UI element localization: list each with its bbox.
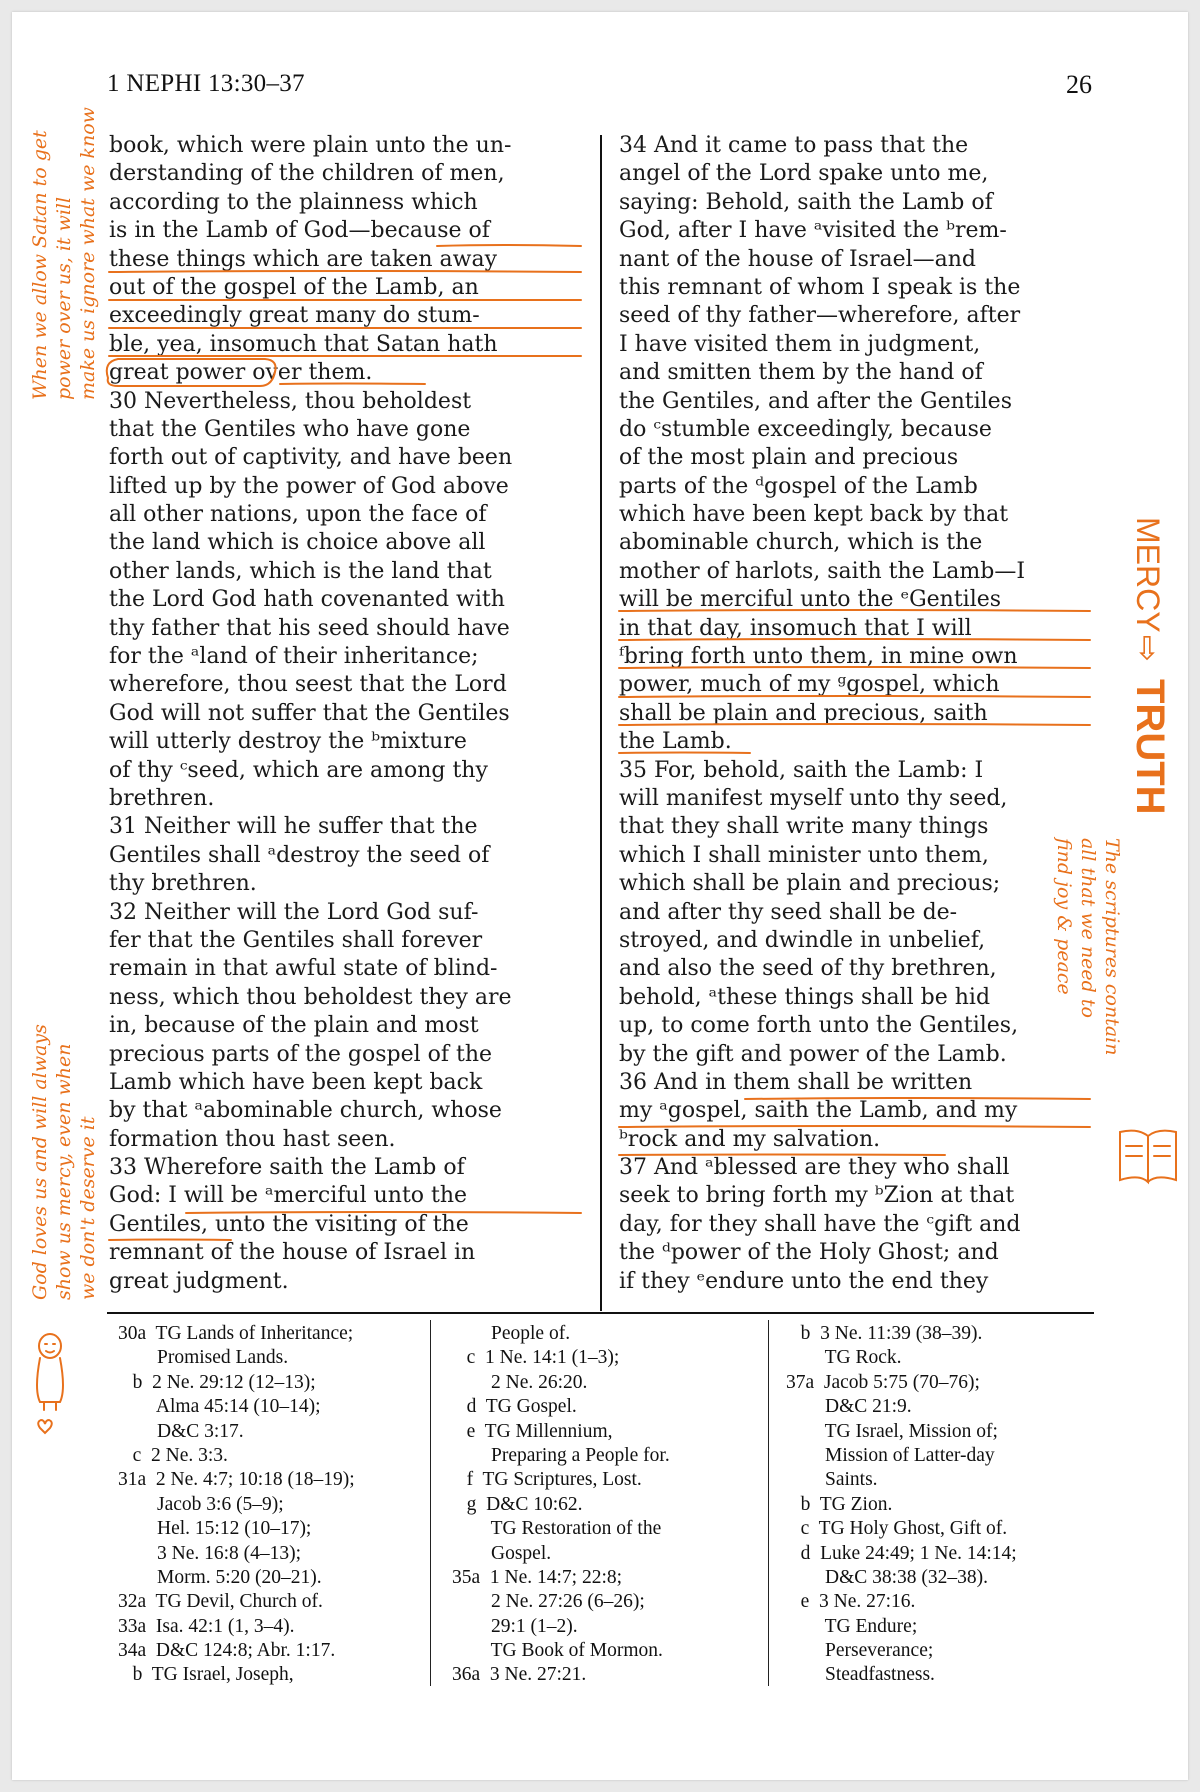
verse-text-line: of the most plain and precious	[619, 445, 959, 471]
verse-text-line: I have visited them in judgment,	[619, 331, 981, 357]
footnote-line: Morm. 5:20 (20–21).	[118, 1566, 322, 1588]
verse-text-line: lifted up by the power of God above	[109, 473, 509, 499]
footnote-line: 29:1 (1–2).	[452, 1615, 578, 1637]
footnote-line: 32a TG Devil, Church of.	[118, 1591, 323, 1613]
verse-text-line: this remnant of whom I speak is the	[619, 274, 1021, 300]
verse-text-line: Lamb which have been kept back	[109, 1069, 483, 1095]
verse-text-line: exceedingly great many do stum-	[109, 303, 480, 329]
verse-text-line: ᶠbring forth unto them, in mine own	[619, 644, 1018, 670]
verse-text-line: 33 Wherefore saith the Lamb of	[109, 1155, 465, 1181]
verse-text-line: book, which were plain unto the un-	[109, 133, 512, 158]
right-text-column	[619, 132, 1091, 1296]
footnote-column-divider	[430, 1320, 431, 1686]
verse-text-line: formation thou hast seen.	[109, 1126, 396, 1152]
verse-text-line: abominable church, which is the	[619, 530, 983, 556]
footnote-line: TG Restoration of the	[452, 1518, 662, 1540]
footnote-line: b TG Zion.	[786, 1493, 893, 1515]
verse-text-line: do ᶜstumble exceedingly, because	[619, 416, 992, 442]
footnote-line: 35a 1 Ne. 14:7; 22:8;	[452, 1566, 623, 1588]
verse-text-line: precious parts of the gospel of the	[109, 1041, 493, 1067]
verse-text-line: which shall be plain and precious;	[619, 871, 1001, 897]
verse-text-line: my ᵃgospel, saith the Lamb, and my	[619, 1098, 1018, 1124]
verse-text-line: the ᵈpower of the Holy Ghost; and	[619, 1240, 999, 1266]
footnote-line: Jacob 3:6 (5–9);	[118, 1493, 284, 1515]
footnote-line: Mission of Latter-day	[786, 1444, 995, 1466]
footnote-line: Promised Lands.	[118, 1347, 289, 1369]
footnote-line: TG Israel, Mission of;	[786, 1420, 998, 1442]
verse-text-line: 37 And ᵃblessed are they who shall	[619, 1155, 1010, 1181]
footnote-line: 2 Ne. 26:20.	[452, 1371, 588, 1393]
verse-text-line: out of the gospel of the Lamb, an	[109, 274, 479, 300]
footnote-line: Gospel.	[452, 1542, 552, 1564]
verse-text-line: if they ᵉendure unto the end they	[619, 1268, 989, 1294]
verse-text-line: angel of the Lord spake unto me,	[619, 161, 989, 187]
verse-text-line: is in the Lamb of God—because of	[109, 218, 490, 244]
verse-text-line: parts of the ᵈgospel of the Lamb	[619, 473, 978, 499]
verse-text-line: forth out of captivity, and have been	[109, 445, 513, 471]
margin-note-line: find joy & peace	[1053, 838, 1075, 995]
verse-text-line: the land which is choice above all	[109, 530, 486, 556]
margin-note-line: all that we need to	[1077, 838, 1099, 1018]
verse-text-line: 31 Neither will he suffer that the	[109, 814, 478, 840]
footnote-line: c TG Holy Ghost, Gift of.	[786, 1518, 1008, 1540]
footnote-line: 3 Ne. 16:8 (4–13);	[118, 1542, 302, 1564]
verse-text-line: thy father that his seed should have	[109, 615, 510, 641]
footnote-divider	[107, 1312, 1094, 1314]
footnote-line: Perseverance;	[786, 1640, 934, 1662]
footnotes-column-1	[118, 1322, 355, 1688]
verse-text-line: seek to bring forth my ᵇZion at that	[619, 1183, 1015, 1209]
verse-text-line: shall be plain and precious, saith	[619, 700, 988, 726]
footnote-line: Preparing a People for.	[452, 1444, 670, 1466]
verse-text-line: that the Gentiles who have gone	[109, 416, 471, 442]
margin-note-line: we don't deserve it	[77, 1116, 99, 1300]
verse-text-line: ᵇrock and my salvation.	[619, 1126, 881, 1152]
footnote-line: g D&C 10:62.	[452, 1493, 583, 1515]
margin-note-line: God loves us and will always	[29, 1024, 51, 1300]
footnote-line: 30a TG Lands of Inheritance;	[118, 1323, 354, 1344]
verse-text-line: by the gift and power of the Lamb.	[619, 1041, 1007, 1067]
footnote-line: b TG Israel, Joseph,	[118, 1664, 294, 1686]
footnote-line: Hel. 15:12 (10–17);	[118, 1518, 312, 1540]
footnote-column-divider	[768, 1320, 769, 1686]
verse-text-line: great power over them.	[109, 360, 373, 386]
margin-note-line: make us ignore what we know	[77, 107, 99, 400]
footnote-line: 31a 2 Ne. 4:7; 10:18 (18–19);	[118, 1469, 355, 1491]
footnote-line: e 3 Ne. 27:16.	[786, 1591, 916, 1613]
verse-text-line: God, after I have ᵃvisited the ᵇrem-	[619, 218, 1007, 244]
verse-text-line: will be merciful unto the ᵉGentiles	[619, 587, 1002, 613]
footnote-line: d Luke 24:49; 1 Ne. 14:14;	[786, 1542, 1017, 1564]
verse-text-line: and smitten them by the hand of	[619, 360, 983, 386]
verse-text-line: other lands, which is the land that	[109, 558, 492, 584]
footnotes-column-2	[452, 1322, 670, 1688]
verse-text-line: 30 Nevertheless, thou beholdest	[109, 388, 472, 414]
footnote-line: D&C 21:9.	[786, 1396, 912, 1418]
verse-text-line: thy brethren.	[109, 871, 257, 897]
footnote-line: People of.	[452, 1323, 571, 1344]
verse-text-line: in that day, insomuch that I will	[619, 615, 972, 641]
footnote-line: 37a Jacob 5:75 (70–76);	[786, 1371, 980, 1393]
verse-text-line: will manifest myself unto thy seed,	[619, 785, 1008, 811]
verse-text-line: Gentiles shall ᵃdestroy the seed of	[109, 842, 490, 868]
verse-text-line: behold, ᵃthese things shall be hid	[619, 984, 991, 1010]
verse-text-line: day, for they shall have the ᶜgift and	[619, 1211, 1021, 1237]
footnote-line: c 2 Ne. 3:3.	[118, 1444, 228, 1466]
margin-note-line: power over us, it will	[53, 196, 75, 400]
footnote-line: b 3 Ne. 11:39 (38–39).	[786, 1323, 983, 1344]
verse-text-line: Gentiles, unto the visiting of the	[109, 1211, 469, 1237]
left-text-column	[109, 132, 579, 1296]
footnote-line: D&C 3:17.	[118, 1420, 244, 1442]
verse-text-line: the Gentiles, and after the Gentiles	[619, 388, 1012, 414]
margin-note-line: When we allow Satan to get	[29, 130, 51, 400]
verse-text-line: 32 Neither will the Lord God suf-	[109, 899, 479, 925]
verse-text-line: ness, which thou beholdest they are	[109, 984, 512, 1010]
verse-text-line: derstanding of the children of men,	[109, 161, 505, 187]
verse-text-line: 34 And it came to pass that the	[619, 133, 969, 158]
verse-text-line: 36 And in them shall be written	[619, 1069, 973, 1095]
verse-text-line: great judgment.	[109, 1268, 289, 1294]
footnote-line: e TG Millennium,	[452, 1420, 613, 1442]
footnote-line: Saints.	[786, 1469, 878, 1491]
page-number: 26	[1066, 70, 1092, 99]
verse-text-line: power, much of my ᵍgospel, which	[619, 672, 1000, 698]
margin-note-line: show us mercy, even when	[53, 1043, 75, 1300]
margin-note-line: The scriptures contain	[1101, 838, 1123, 1056]
verse-text-line: and also the seed of thy brethren,	[619, 956, 997, 982]
verse-text-line: the Lord God hath covenanted with	[109, 587, 505, 613]
verse-text-line: the Lamb.	[619, 729, 732, 755]
verse-text-line: in, because of the plain and most	[109, 1013, 479, 1039]
footnote-line: d TG Gospel.	[452, 1396, 577, 1418]
verse-text-line: according to the plainness which	[109, 189, 478, 215]
footnote-line: Alma 45:14 (10–14);	[118, 1396, 321, 1418]
verse-text-line: which have been kept back by that	[619, 502, 1009, 528]
verse-text-line: nant of the house of Israel—and	[619, 246, 976, 272]
verse-text-line: wherefore, thou seest that the Lord	[109, 672, 507, 698]
verse-text-line: all other nations, upon the face of	[109, 502, 487, 528]
verse-text-line: brethren.	[109, 785, 215, 811]
mercy-label: MERCY	[1130, 517, 1166, 633]
footnote-line: TG Book of Mormon.	[452, 1640, 663, 1662]
verse-text-line: remain in that awful state of blind-	[109, 956, 498, 982]
verse-text-line: by that ᵃabominable church, whose	[109, 1098, 502, 1124]
verse-text-line: seed of thy father—wherefore, after	[619, 303, 1021, 329]
verse-text-line: stroyed, and dwindle in unbelief,	[619, 927, 986, 953]
footnote-line: TG Endure;	[786, 1615, 918, 1637]
verse-text-line: remnant of the house of Israel in	[109, 1240, 476, 1266]
verse-text-line: God will not suffer that the Gentiles	[109, 700, 510, 726]
footnote-line: b 2 Ne. 29:12 (12–13);	[118, 1371, 316, 1393]
footnote-line: D&C 38:38 (32–38).	[786, 1566, 989, 1588]
footnote-line: TG Rock.	[786, 1347, 902, 1369]
verse-text-line: and after thy seed shall be de-	[619, 899, 958, 925]
verse-text-line: these things which are taken away	[109, 246, 498, 272]
verse-text-line: of thy ᶜseed, which are among thy	[109, 757, 488, 783]
verse-text-line: for the ᵃland of their inheritance;	[109, 644, 479, 670]
verse-text-line: ble, yea, insomuch that Satan hath	[109, 331, 498, 357]
verse-text-line: will utterly destroy the ᵇmixture	[109, 729, 467, 755]
column-divider	[600, 135, 602, 1311]
footnote-line: 34a D&C 124:8; Abr. 1:17.	[118, 1640, 336, 1662]
verse-text-line: God: I will be ᵃmerciful unto the	[109, 1183, 468, 1209]
verse-text-line: saying: Behold, saith the Lamb of	[619, 189, 993, 215]
footnote-line: f TG Scriptures, Lost.	[452, 1469, 642, 1491]
verse-text-line: fer that the Gentiles shall forever	[109, 927, 483, 953]
truth-label: TRUTH	[1128, 679, 1172, 815]
arrow-icon: ⇨	[1129, 635, 1167, 662]
verse-text-line: mother of harlots, saith the Lamb—I	[619, 558, 1026, 584]
footnotes-column-3	[786, 1322, 1017, 1688]
page-header-title: 1 NEPHI 13:30–37	[107, 70, 305, 97]
verse-text-line: up, to come forth unto the Gentiles,	[619, 1013, 1019, 1039]
verse-text-line: 35 For, behold, saith the Lamb: I	[619, 757, 984, 783]
verse-text-line: which I shall minister unto them,	[619, 842, 989, 868]
footnote-line: Steadfastness.	[786, 1664, 935, 1686]
footnote-line: 2 Ne. 27:26 (6–26);	[452, 1591, 645, 1613]
footnote-line: 33a Isa. 42:1 (1, 3–4).	[118, 1615, 295, 1637]
verse-text-line: that they shall write many things	[619, 814, 989, 840]
footnote-line: c 1 Ne. 14:1 (1–3);	[452, 1347, 620, 1369]
footnote-line: 36a 3 Ne. 27:21.	[452, 1664, 587, 1686]
